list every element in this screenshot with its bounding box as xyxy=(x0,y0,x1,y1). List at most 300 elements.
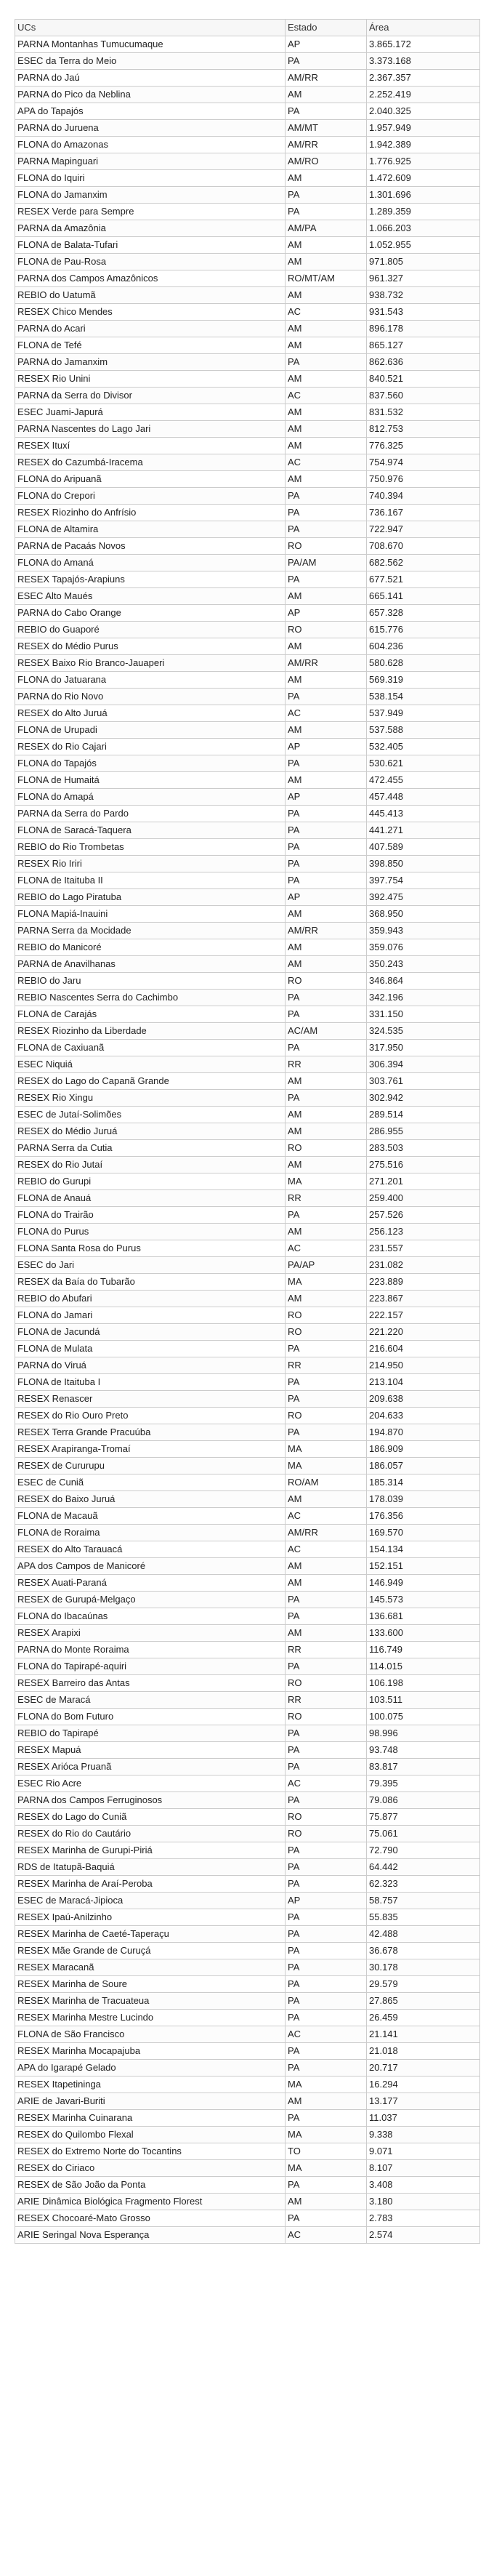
table-row xyxy=(15,471,480,488)
uc-name-cell: RESEX Marinha Mocapajuba xyxy=(15,2043,286,2060)
table-row xyxy=(15,1893,480,1909)
area-cell: 79.395 xyxy=(367,1775,480,1792)
area-cell: 831.532 xyxy=(367,404,480,421)
area-cell: 938.732 xyxy=(367,287,480,304)
area-cell: 58.757 xyxy=(367,1893,480,1909)
state-cell: AC xyxy=(286,2227,367,2244)
state-cell: RO xyxy=(286,622,367,638)
state-cell: PA xyxy=(286,1759,367,1775)
uc-name-cell: ESEC de Jutaí-Solimões xyxy=(15,1107,286,1123)
table-row xyxy=(15,1909,480,1926)
area-cell: 185.314 xyxy=(367,1474,480,1491)
area-cell: 538.154 xyxy=(367,689,480,705)
area-cell: 1.776.925 xyxy=(367,153,480,170)
area-cell: 204.633 xyxy=(367,1408,480,1424)
table-row xyxy=(15,1859,480,1876)
state-cell: AM xyxy=(286,254,367,270)
table-row xyxy=(15,2060,480,2077)
state-cell: AM xyxy=(286,337,367,354)
uc-name-cell: ARIE Seringal Nova Esperança xyxy=(15,2227,286,2244)
state-cell: PA xyxy=(286,1006,367,1023)
uc-name-cell: RESEX Verde para Sempre xyxy=(15,204,286,220)
state-cell: RR xyxy=(286,1190,367,1207)
uc-name-cell: RESEX Arióca Pruanã xyxy=(15,1759,286,1775)
table-row xyxy=(15,1525,480,1541)
uc-name-cell: PARNA do Pico da Neblina xyxy=(15,87,286,103)
state-cell: AM/RR xyxy=(286,923,367,939)
uc-name-cell: RDS de Itatupã-Baquiá xyxy=(15,1859,286,1876)
state-cell: RO xyxy=(286,1826,367,1842)
table-row xyxy=(15,153,480,170)
area-cell: 3.408 xyxy=(367,2177,480,2194)
table-row xyxy=(15,321,480,337)
state-cell: RO/MT/AM xyxy=(286,270,367,287)
state-cell: AM xyxy=(286,2194,367,2210)
table-row xyxy=(15,1040,480,1056)
state-cell: PA xyxy=(286,1859,367,1876)
table-row xyxy=(15,237,480,254)
table-row xyxy=(15,872,480,889)
area-cell: 1.957.949 xyxy=(367,120,480,137)
uc-name-cell: RESEX do Alto Juruá xyxy=(15,705,286,722)
area-cell: 896.178 xyxy=(367,321,480,337)
uc-name-cell: RESEX do Cazumbá-Iracema xyxy=(15,454,286,471)
uc-name-cell: RESEX do Alto Tarauacá xyxy=(15,1541,286,1558)
uc-name-cell: FLONA de Humaitá xyxy=(15,772,286,789)
state-cell: AM xyxy=(286,170,367,187)
uc-name-cell: FLONA Mapiá-Inauini xyxy=(15,906,286,923)
area-cell: 36.678 xyxy=(367,1943,480,1959)
state-cell: PA xyxy=(286,505,367,521)
state-cell: PA xyxy=(286,521,367,538)
area-cell: 259.400 xyxy=(367,1190,480,1207)
state-cell: PA xyxy=(286,187,367,204)
area-cell: 186.057 xyxy=(367,1458,480,1474)
table-row xyxy=(15,103,480,120)
area-cell: 178.039 xyxy=(367,1491,480,1508)
state-cell: AM xyxy=(286,287,367,304)
uc-name-cell: PARNA da Serra do Divisor xyxy=(15,388,286,404)
table-row xyxy=(15,1592,480,1608)
table-row xyxy=(15,1073,480,1090)
table-row xyxy=(15,889,480,906)
uc-name-cell: FLONA do Amapá xyxy=(15,789,286,806)
table-row xyxy=(15,1240,480,1257)
uc-name-cell: PARNA dos Campos Amazônicos xyxy=(15,270,286,287)
state-cell: AM xyxy=(286,1625,367,1642)
table-row xyxy=(15,1608,480,1625)
area-cell: 657.328 xyxy=(367,605,480,622)
state-cell: AM/RR xyxy=(286,1525,367,1541)
area-cell: 812.753 xyxy=(367,421,480,438)
table-row xyxy=(15,270,480,287)
table-row xyxy=(15,454,480,471)
table-row xyxy=(15,2160,480,2177)
table-row xyxy=(15,973,480,990)
table-row xyxy=(15,421,480,438)
state-cell: RO xyxy=(286,1324,367,1341)
table-row xyxy=(15,1642,480,1658)
state-cell: PA xyxy=(286,1341,367,1357)
area-cell: 186.909 xyxy=(367,1441,480,1458)
state-cell: PA xyxy=(286,839,367,856)
area-cell: 346.864 xyxy=(367,973,480,990)
state-cell: TO xyxy=(286,2143,367,2160)
area-cell: 2.574 xyxy=(367,2227,480,2244)
uc-name-cell: RESEX Auati-Paraná xyxy=(15,1575,286,1592)
table-row xyxy=(15,2077,480,2093)
table-row xyxy=(15,337,480,354)
uc-name-cell: RESEX de Cururupu xyxy=(15,1458,286,1474)
state-cell: AM/RO xyxy=(286,153,367,170)
uc-name-cell: RESEX do Médio Purus xyxy=(15,638,286,655)
area-cell: 398.850 xyxy=(367,856,480,872)
uc-name-cell: PARNA Serra da Cutia xyxy=(15,1140,286,1157)
table-row xyxy=(15,906,480,923)
area-cell: 750.976 xyxy=(367,471,480,488)
uc-name-cell: PARNA do Acari xyxy=(15,321,286,337)
area-cell: 62.323 xyxy=(367,1876,480,1893)
area-cell: 615.776 xyxy=(367,622,480,638)
uc-name-cell: RESEX Renascer xyxy=(15,1391,286,1408)
area-cell: 42.488 xyxy=(367,1926,480,1943)
area-cell: 20.717 xyxy=(367,2060,480,2077)
area-cell: 2.367.357 xyxy=(367,70,480,87)
table-row xyxy=(15,1374,480,1391)
area-cell: 21.141 xyxy=(367,2026,480,2043)
state-cell: AC xyxy=(286,1541,367,1558)
uc-name-cell: FLONA Santa Rosa do Purus xyxy=(15,1240,286,1257)
table-row xyxy=(15,672,480,689)
state-cell: RR xyxy=(286,1692,367,1709)
uc-name-cell: ARIE de Javari-Buriti xyxy=(15,2093,286,2110)
table-row xyxy=(15,622,480,638)
state-cell: AM/RR xyxy=(286,70,367,87)
uc-name-cell: APA do Tapajós xyxy=(15,103,286,120)
area-cell: 736.167 xyxy=(367,505,480,521)
state-cell: PA xyxy=(286,2043,367,2060)
state-cell: PA xyxy=(286,2110,367,2127)
uc-name-cell: RESEX do Lago do Capanã Grande xyxy=(15,1073,286,1090)
state-cell: AM/RR xyxy=(286,655,367,672)
table-row xyxy=(15,1541,480,1558)
uc-name-cell: FLONA do Bom Futuro xyxy=(15,1709,286,1725)
state-cell: RO/AM xyxy=(286,1474,367,1491)
area-cell: 256.123 xyxy=(367,1224,480,1240)
state-cell: PA xyxy=(286,856,367,872)
table-row xyxy=(15,1725,480,1742)
area-cell: 1.289.359 xyxy=(367,204,480,220)
area-cell: 2.040.325 xyxy=(367,103,480,120)
table-row xyxy=(15,36,480,53)
area-cell: 146.949 xyxy=(367,1575,480,1592)
state-cell: AM xyxy=(286,772,367,789)
uc-name-cell: FLONA de Roraima xyxy=(15,1525,286,1541)
area-cell: 837.560 xyxy=(367,388,480,404)
area-cell: 194.870 xyxy=(367,1424,480,1441)
area-cell: 154.134 xyxy=(367,1541,480,1558)
area-cell: 26.459 xyxy=(367,2010,480,2026)
uc-name-cell: FLONA do Ibacaúnas xyxy=(15,1608,286,1625)
area-cell: 214.950 xyxy=(367,1357,480,1374)
area-cell: 16.294 xyxy=(367,2077,480,2093)
uc-name-cell: RESEX do Quilombo Flexal xyxy=(15,2127,286,2143)
state-cell: PA xyxy=(286,990,367,1006)
state-cell: AM xyxy=(286,237,367,254)
area-cell: 350.243 xyxy=(367,956,480,973)
uc-name-cell: ESEC Juami-Japurá xyxy=(15,404,286,421)
table-row xyxy=(15,187,480,204)
table-row xyxy=(15,2177,480,2194)
state-cell: AC xyxy=(286,304,367,321)
uc-name-cell: FLONA de Itaituba I xyxy=(15,1374,286,1391)
state-cell: AP xyxy=(286,1893,367,1909)
uc-name-cell: PARNA de Anavilhanas xyxy=(15,956,286,973)
uc-name-cell: RESEX do Lago do Cuniã xyxy=(15,1809,286,1826)
uc-name-cell: ESEC do Jari xyxy=(15,1257,286,1274)
state-cell: AC xyxy=(286,2026,367,2043)
uc-name-cell: RESEX do Ciriaco xyxy=(15,2160,286,2177)
area-cell: 342.196 xyxy=(367,990,480,1006)
table-row xyxy=(15,170,480,187)
uc-name-cell: ESEC Rio Acre xyxy=(15,1775,286,1792)
area-cell: 114.015 xyxy=(367,1658,480,1675)
uc-name-cell: PARNA Mapinguari xyxy=(15,153,286,170)
area-cell: 55.835 xyxy=(367,1909,480,1926)
uc-name-cell: RESEX Tapajós-Arapiuns xyxy=(15,571,286,588)
area-cell: 116.749 xyxy=(367,1642,480,1658)
uc-name-cell: RESEX Marinha de Soure xyxy=(15,1976,286,1993)
area-cell: 740.394 xyxy=(367,488,480,505)
state-cell: PA xyxy=(286,1959,367,1976)
table-row xyxy=(15,2110,480,2127)
table-row xyxy=(15,638,480,655)
state-cell: AP xyxy=(286,36,367,53)
table-row xyxy=(15,822,480,839)
state-cell: PA xyxy=(286,488,367,505)
state-cell: PA xyxy=(286,1424,367,1441)
state-cell: PA xyxy=(286,1090,367,1107)
table-row xyxy=(15,1692,480,1709)
uc-name-cell: FLONA do Tapirapé-aquiri xyxy=(15,1658,286,1675)
area-cell: 457.448 xyxy=(367,789,480,806)
uc-name-cell: REBIO Nascentes Serra do Cachimbo xyxy=(15,990,286,1006)
uc-name-cell: RESEX Itapetininga xyxy=(15,2077,286,2093)
area-cell: 665.141 xyxy=(367,588,480,605)
uc-name-cell: REBIO do Tapirapé xyxy=(15,1725,286,1742)
uc-name-cell: FLONA do Purus xyxy=(15,1224,286,1240)
state-cell: AM xyxy=(286,939,367,956)
area-cell: 397.754 xyxy=(367,872,480,889)
table-row xyxy=(15,1809,480,1826)
uc-name-cell: FLONA do Aripuanã xyxy=(15,471,286,488)
uc-name-cell: APA dos Campos de Manicoré xyxy=(15,1558,286,1575)
table-row xyxy=(15,772,480,789)
uc-name-cell: FLONA do Jamanxim xyxy=(15,187,286,204)
state-cell: PA xyxy=(286,872,367,889)
uc-name-cell: REBIO do Gurupi xyxy=(15,1173,286,1190)
table-row xyxy=(15,923,480,939)
uc-name-cell: REBIO do Manicoré xyxy=(15,939,286,956)
uc-name-cell: RESEX Arapixi xyxy=(15,1625,286,1642)
table-row xyxy=(15,1943,480,1959)
table-row xyxy=(15,1976,480,1993)
state-cell: RO xyxy=(286,1140,367,1157)
area-cell: 3.865.172 xyxy=(367,36,480,53)
uc-name-cell: RESEX Terra Grande Pracuúba xyxy=(15,1424,286,1441)
state-cell: PA xyxy=(286,1976,367,1993)
area-cell: 537.949 xyxy=(367,705,480,722)
area-cell: 8.107 xyxy=(367,2160,480,2177)
uc-name-cell: REBIO do Uatumã xyxy=(15,287,286,304)
state-cell: PA xyxy=(286,1742,367,1759)
area-cell: 677.521 xyxy=(367,571,480,588)
state-cell: PA xyxy=(286,755,367,772)
area-cell: 331.150 xyxy=(367,1006,480,1023)
state-cell: AC/AM xyxy=(286,1023,367,1040)
table-row xyxy=(15,1876,480,1893)
table-row xyxy=(15,287,480,304)
table-row xyxy=(15,806,480,822)
uc-name-cell: RESEX Maracanã xyxy=(15,1959,286,1976)
state-cell: MA xyxy=(286,1441,367,1458)
table-header-row xyxy=(15,20,480,36)
state-cell: AM xyxy=(286,1107,367,1123)
uc-name-cell: RESEX Ipaú-Anilzinho xyxy=(15,1909,286,1926)
state-cell: AM xyxy=(286,1491,367,1508)
table-row xyxy=(15,70,480,87)
state-cell: AM xyxy=(286,1073,367,1090)
area-cell: 682.562 xyxy=(367,555,480,571)
area-cell: 317.950 xyxy=(367,1040,480,1056)
uc-name-cell: RESEX Marinha de Araí-Peroba xyxy=(15,1876,286,1893)
state-cell: MA xyxy=(286,1173,367,1190)
area-cell: 152.151 xyxy=(367,1558,480,1575)
table-row xyxy=(15,254,480,270)
state-cell: PA xyxy=(286,103,367,120)
table-row xyxy=(15,1658,480,1675)
table-row xyxy=(15,839,480,856)
table-row xyxy=(15,120,480,137)
state-cell: AC xyxy=(286,1775,367,1792)
table-row xyxy=(15,1140,480,1157)
area-cell: 289.514 xyxy=(367,1107,480,1123)
area-cell: 931.543 xyxy=(367,304,480,321)
table-row xyxy=(15,304,480,321)
uc-name-cell: PARNA da Serra do Pardo xyxy=(15,806,286,822)
uc-name-cell: RESEX do Rio Cajari xyxy=(15,739,286,755)
table-row xyxy=(15,789,480,806)
uc-name-cell: ARIE Dinâmica Biológica Fragmento Florest xyxy=(15,2194,286,2210)
state-cell: AM xyxy=(286,1575,367,1592)
table-row xyxy=(15,1006,480,1023)
state-cell: AC xyxy=(286,454,367,471)
state-cell: AM xyxy=(286,588,367,605)
uc-name-cell: REBIO do Rio Trombetas xyxy=(15,839,286,856)
area-cell: 1.472.609 xyxy=(367,170,480,187)
table-row xyxy=(15,87,480,103)
state-cell: PA xyxy=(286,1993,367,2010)
area-cell: 472.455 xyxy=(367,772,480,789)
table-row xyxy=(15,1675,480,1692)
state-cell: PA xyxy=(286,204,367,220)
area-cell: 106.198 xyxy=(367,1675,480,1692)
state-cell: PA xyxy=(286,1040,367,1056)
table-row xyxy=(15,354,480,371)
area-cell: 231.082 xyxy=(367,1257,480,1274)
area-cell: 75.061 xyxy=(367,1826,480,1842)
uc-name-cell: RESEX Mãe Grande de Curuçá xyxy=(15,1943,286,1959)
uc-name-cell: FLONA do Crepori xyxy=(15,488,286,505)
state-cell: AM xyxy=(286,956,367,973)
state-cell: AP xyxy=(286,789,367,806)
uc-name-cell: ESEC Niquiá xyxy=(15,1056,286,1073)
state-cell: RO xyxy=(286,1709,367,1725)
area-cell: 216.604 xyxy=(367,1341,480,1357)
state-cell: AM xyxy=(286,471,367,488)
table-row xyxy=(15,1207,480,1224)
uc-name-cell: PARNA Nascentes do Lago Jari xyxy=(15,421,286,438)
state-cell: PA xyxy=(286,1842,367,1859)
uc-name-cell: FLONA de Altamira xyxy=(15,521,286,538)
state-cell: RO xyxy=(286,1675,367,1692)
uc-name-cell: FLONA do Tapajós xyxy=(15,755,286,772)
state-cell: PA xyxy=(286,1943,367,1959)
state-cell: PA xyxy=(286,689,367,705)
table-row xyxy=(15,2010,480,2026)
state-cell: PA xyxy=(286,2060,367,2077)
table-row xyxy=(15,856,480,872)
uc-name-cell: RESEX da Baía do Tubarão xyxy=(15,1274,286,1291)
uc-name-cell: FLONA de Balata-Tufari xyxy=(15,237,286,254)
header-ucs: UCs xyxy=(15,20,286,36)
area-cell: 306.394 xyxy=(367,1056,480,1073)
state-cell: AM xyxy=(286,1291,367,1307)
uc-name-cell: RESEX Rio Unini xyxy=(15,371,286,388)
table-row xyxy=(15,1341,480,1357)
state-cell: AM xyxy=(286,404,367,421)
table-row xyxy=(15,1408,480,1424)
area-cell: 30.178 xyxy=(367,1959,480,1976)
state-cell: AM xyxy=(286,438,367,454)
uc-name-cell: PARNA do Viruá xyxy=(15,1357,286,1374)
uc-name-cell: FLONA de São Francisco xyxy=(15,2026,286,2043)
table-row xyxy=(15,956,480,973)
state-cell: PA xyxy=(286,1792,367,1809)
state-cell: AM/PA xyxy=(286,220,367,237)
area-cell: 392.475 xyxy=(367,889,480,906)
area-cell: 9.338 xyxy=(367,2127,480,2143)
state-cell: PA xyxy=(286,1658,367,1675)
state-cell: AC xyxy=(286,1508,367,1525)
state-cell: AM xyxy=(286,1123,367,1140)
uc-name-cell: RESEX Rio Xingu xyxy=(15,1090,286,1107)
state-cell: PA xyxy=(286,1374,367,1391)
table-row xyxy=(15,404,480,421)
table-row xyxy=(15,1173,480,1190)
state-cell: AP xyxy=(286,605,367,622)
table-row xyxy=(15,705,480,722)
state-cell: PA xyxy=(286,2177,367,2194)
table-row xyxy=(15,2026,480,2043)
table-row xyxy=(15,2210,480,2227)
area-cell: 2.783 xyxy=(367,2210,480,2227)
uc-name-cell: PARNA da Amazônia xyxy=(15,220,286,237)
state-cell: PA/AM xyxy=(286,555,367,571)
state-cell: RO xyxy=(286,538,367,555)
table-row xyxy=(15,588,480,605)
state-cell: AM/MT xyxy=(286,120,367,137)
